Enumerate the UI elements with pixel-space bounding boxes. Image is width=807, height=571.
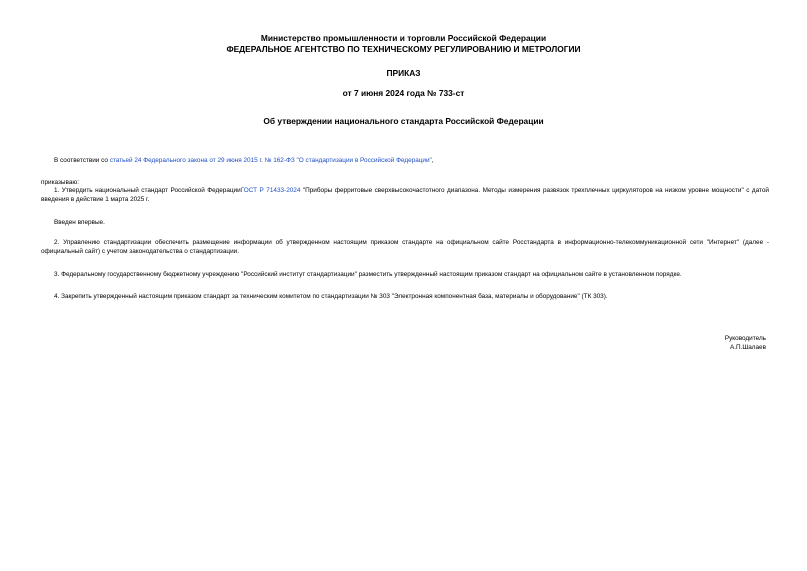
signatory-name: А.П.Шалаев [729,344,766,351]
agency-heading: ФЕДЕРАЛЬНОЕ АГЕНТСТВО ПО ТЕХНИЧЕСКОМУ РЕГУЛИРОВАНИЮ И МЕТРОЛОГИИ [226,44,581,54]
order-item-3: 3. Федеральному государственному бюджетному учреждению "Российский институт стандартизации" разместить утвержденный настоящим приказом стандарт на официальном сайте в установленном порядке. [54,271,682,278]
order-item-4: 4. Закрепить утвержденный настоящим приказом стандарт за техническим комитетом по стандартизации № 303 "Электронная компонентная база, материалы и оборудование" (ТК 303). [54,293,608,300]
document-date-number: от 7 июня 2024 года № 733-ст [342,88,465,98]
preamble-paragraph [41,156,769,165]
item1-prefix: 1. Утвердить национальный стандарт Российской Федерации [54,187,241,194]
order-item-2: 2. Управлению стандартизации обеспечить размещение информации об утвержденном настоящим приказом стандарте на официальном сайте Росстандарта в информационно-телекоммуникационной сети "Интернет" (далее - официальный сайт) с учетом законодательства о стандартизации. [41,239,769,256]
preamble-suffix: , [431,157,434,164]
item1-suffix: "Приборы ферритовые сверхвысокочастотного диапазона. Методы измерения развязок трехплечных циркуляторов на низком уровне мощности" с датой введения в действие 1 марта 2025 г. [41,187,769,204]
ministry-heading: Министерство промышленности и торговли Российской Федерации [260,33,547,43]
order-verb: приказываю: [41,179,79,186]
document-title: Об утверждении национального стандарта Российской Федерации [263,116,544,126]
introduced-note: Введен впервые. [54,219,105,226]
preamble-prefix: В соответствии со [54,157,110,164]
document-type-heading: ПРИКАЗ [386,68,421,78]
gost-standard-link[interactable]: ГОСТ Р 71433-2024 [240,187,301,194]
federal-law-link[interactable]: статьей 24 Федерального закона от 29 июня 2015 г. № 162-ФЗ "О стандартизации в Российской Федерации" [109,157,432,164]
order-item-1 [41,186,769,205]
signatory-position: Руководитель [724,335,766,342]
